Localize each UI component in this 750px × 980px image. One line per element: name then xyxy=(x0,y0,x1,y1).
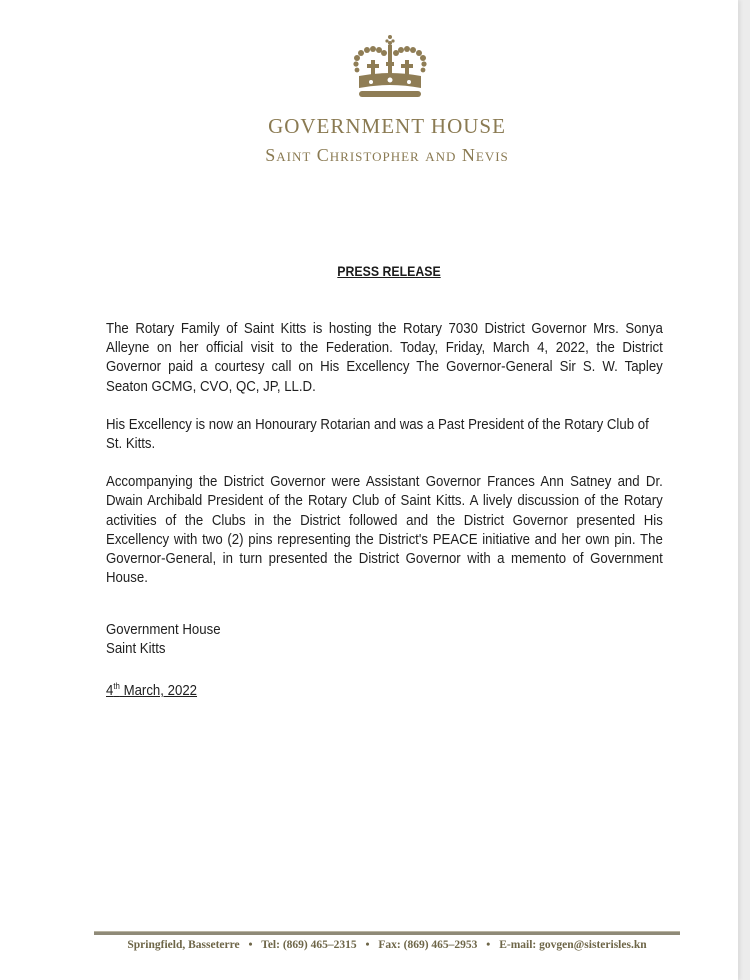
paragraph-3: Accompanying the District Governor were Assistant Governor Frances Ann Satney and Dr. Dwain Archibald President of the Rotary Club of Saint Kitts. A lively discussion of the Rotary activities of the Clubs in the District followed and the District Governor presented His Excellency with two (2) pins representing the District's PEACE initiative and her own pin. The Governor-General, in turn presented the District Governor with a memento of Government House. xyxy=(106,473,663,587)
bullet-separator: • xyxy=(486,939,491,951)
paragraph-2: His Excellency is now an Honourary Rotarian and was a Past President of the Rotary Club of St. Kitts. xyxy=(106,415,649,453)
signature-line-1: Government House xyxy=(106,621,221,638)
footer-tel: Tel: (869) 465–2315 xyxy=(261,939,357,951)
footer-fax: Fax: (869) 465–2953 xyxy=(378,939,478,951)
signature-line-2: Saint Kitts xyxy=(106,640,166,658)
footer-contact xyxy=(94,939,680,951)
document-body xyxy=(106,319,663,606)
signature-block xyxy=(106,620,221,701)
crown-icon xyxy=(347,34,433,102)
footer-address: Springfield, Basseterre xyxy=(127,939,240,951)
letterhead-subtitle: Saint Christopher and Nevis xyxy=(265,145,509,165)
footer-email: E-mail: govgen@sisterisles.kn xyxy=(499,939,647,951)
bullet-separator: • xyxy=(365,939,370,951)
date-day: 4 xyxy=(106,682,114,700)
date-suffix: th xyxy=(113,681,120,692)
bullet-separator: • xyxy=(248,939,253,951)
letterhead-title: GOVERNMENT HOUSE xyxy=(268,114,506,138)
heading-text: PRESS RELEASE xyxy=(337,263,441,279)
footer-divider xyxy=(94,931,680,935)
document-heading xyxy=(47,263,732,279)
paragraph-1: The Rotary Family of Saint Kitts is hosting the Rotary 7030 District Governor Mrs. Sonya Alleyne on her official visit to the Federation. Today, Friday, March 4, 2022, the District Governor paid a courtesy call on His Excellency The Governor-General Sir S. W. Tapley Seaton GCMG, CVO, QC, JP, LL.D. xyxy=(106,320,663,395)
date-rest: March, 2022 xyxy=(119,682,198,700)
signature-date xyxy=(106,677,221,700)
